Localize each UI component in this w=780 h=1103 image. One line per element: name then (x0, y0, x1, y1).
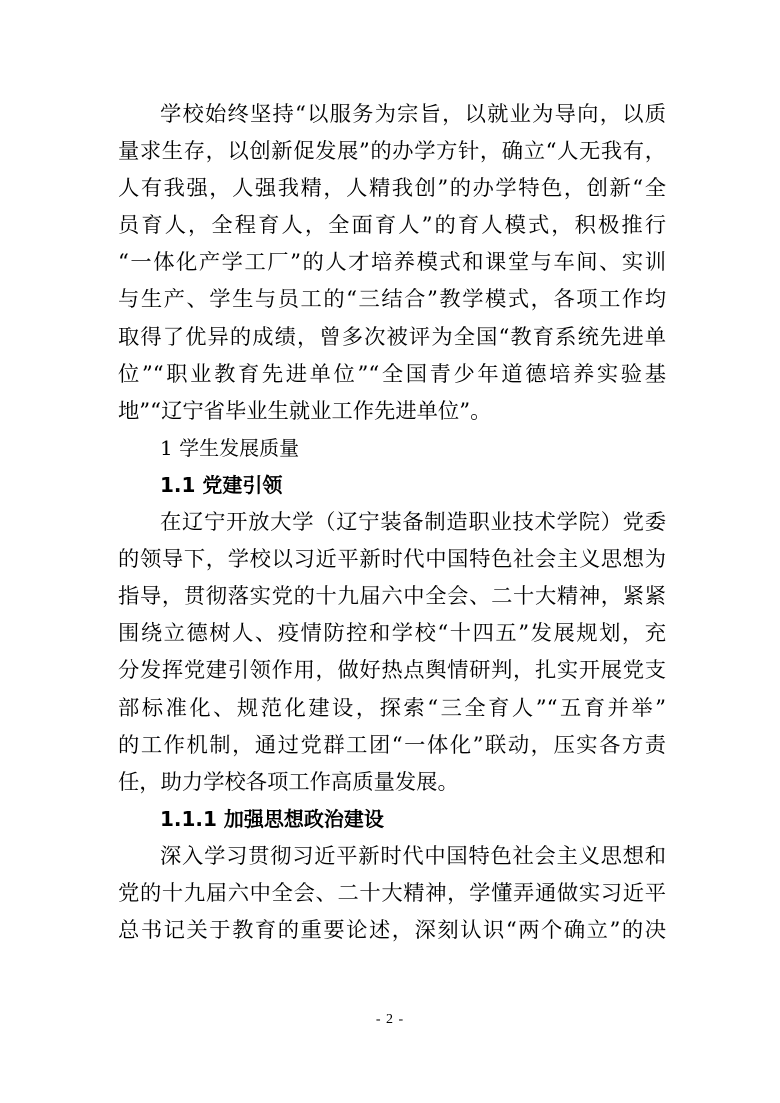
text-line: 的工作机制，通过党群工团“一体化”联动，压实各方责 (118, 732, 666, 758)
paragraph-mission (118, 96, 666, 430)
text-line: 总书记关于教育的重要论述，深刻认识“两个确立”的决 (118, 918, 666, 944)
text-line: 部标准化、规范化建设，探索“三全育人”“五育并举” (118, 695, 666, 721)
text-line: 位”“职业教育先进单位”“全国青少年道德培养实验基 (118, 361, 666, 387)
text-line: 员育人，全程育人，全面育人”的育人模式，积极推行 (118, 213, 666, 239)
text-line: 围绕立德树人、疫情防控和学校“十四五”发展规划，充 (118, 621, 666, 647)
page-number: - 2 - (375, 1012, 405, 1027)
text-line: 在辽宁开放大学（辽宁装备制造职业技术学院）党委 (160, 510, 666, 536)
text-line: “一体化产学工厂”的人才培养模式和课堂与车间、实训 (118, 250, 666, 276)
text-line: 地”“辽宁省毕业生就业工作先进单位”。 (118, 398, 492, 424)
document-body (118, 96, 666, 949)
text-line: 取得了优异的成绩，曾多次被评为全国“教育系统先进单 (118, 324, 666, 350)
text-line: 深入学习贯彻习近平新时代中国特色社会主义思想和 (160, 843, 666, 869)
paragraph-party-leadership (118, 504, 666, 801)
section-heading-1-1-1: 1.1.1 加强思想政治建设 (160, 806, 384, 831)
text-line: 的领导下，学校以习近平新时代中国特色社会主义思想为 (118, 547, 666, 573)
paragraph-ideological-building (118, 838, 666, 949)
text-line: 与生产、学生与员工的“三结合”教学模式，各项工作均 (118, 287, 666, 313)
text-line: 任，助力学校各项工作高质量发展。 (118, 769, 459, 795)
section-heading-1-1: 1.1 党建引领 (160, 472, 283, 497)
text-line: 分发挥党建引领作用，做好热点舆情研判，扎实开展党支 (118, 658, 666, 684)
text-line: 学校始终坚持“以服务为宗旨，以就业为导向，以质 (160, 102, 666, 127)
text-line: 人有我强，人强我精，人精我创”的办学特色，创新“全 (118, 176, 666, 202)
text-line: 指导，贯彻落实党的十九届六中全会、二十大精神，紧紧 (118, 584, 666, 610)
text-line: 党的十九届六中全会、二十大精神，学懂弄通做实习近平 (118, 880, 666, 906)
section-heading-1: 1 学生发展质量 (160, 435, 300, 460)
text-line: 量求生存，以创新促发展”的办学方针，确立“人无我有， (118, 139, 666, 165)
